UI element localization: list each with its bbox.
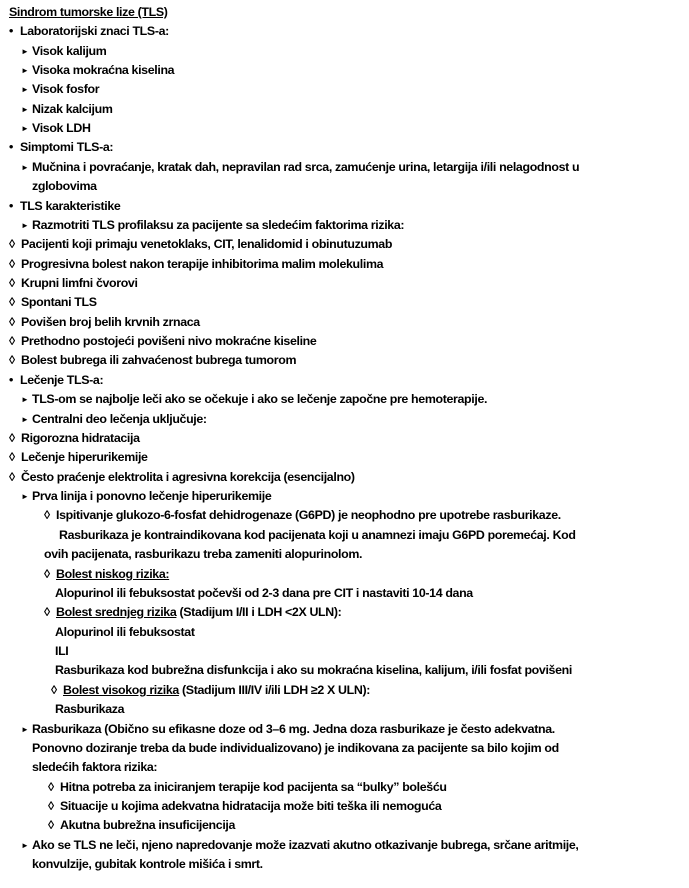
rasburicase-factor: ◊ Hitna potreba za iniciranjem terapije kod pacijenta sa “bulky” bolešću bbox=[48, 778, 447, 797]
triangle-bullet-icon: ► bbox=[21, 725, 29, 734]
document-title: Sindrom tumorske lize (TLS) bbox=[9, 5, 168, 19]
bullet-icon: • bbox=[9, 373, 13, 387]
bullet-icon: • bbox=[9, 24, 13, 38]
diamond-bullet-icon: ◊ bbox=[9, 276, 15, 290]
risk-factor-item: ◊ Prethodno postojeći povišeni nivo mokraćne kiseline bbox=[9, 332, 316, 351]
mid-risk-text: Alopurinol ili febuksostat bbox=[55, 625, 195, 639]
rasburicase-note-cont: sledećih faktora rizika: bbox=[32, 760, 158, 774]
characteristics-sub: ► Razmotriti TLS profilaksu za pacijente sa sledećim faktorima rizika: bbox=[21, 216, 404, 235]
diamond-bullet-icon: ◊ bbox=[9, 315, 15, 329]
risk-factor-item: ◊ Pacijenti koji primaju venetoklaks, CIT, lenalidomid i obinutuzumab bbox=[9, 235, 392, 254]
untreated-note: ► Ako se TLS ne leči, njeno napredovanje može izazvati akutno otkazivanje bubrega, srčane aritmije, bbox=[21, 836, 579, 855]
high-risk-label: ◊ Bolest visokog rizika (Stadijum III/IV i/ili LDH ≥2 X ULN): bbox=[51, 681, 370, 700]
triangle-bullet-icon: ► bbox=[21, 124, 29, 133]
symptoms-text-cont: zglobovima bbox=[32, 179, 97, 193]
mid-risk-text: ILI bbox=[55, 644, 69, 658]
diamond-bullet-icon: ◊ bbox=[44, 508, 50, 522]
document bbox=[0, 3, 689, 888]
diamond-bullet-icon: ◊ bbox=[9, 431, 15, 445]
symptoms-heading: • Simptomi TLS-a: bbox=[9, 138, 113, 157]
lab-item: ► Visok LDH bbox=[21, 119, 91, 138]
triangle-bullet-icon: ► bbox=[21, 415, 29, 424]
diamond-bullet-icon: ◊ bbox=[48, 799, 54, 813]
diamond-bullet-icon: ◊ bbox=[9, 450, 15, 464]
triangle-bullet-icon: ► bbox=[21, 66, 29, 75]
diamond-bullet-icon: ◊ bbox=[9, 353, 15, 367]
treatment-item: ◊ Rigorozna hidratacija bbox=[9, 429, 140, 448]
triangle-bullet-icon: ► bbox=[21, 492, 29, 501]
rasburicase-note-cont: Ponovno doziranje treba da bude individualizovano) je indikovana za pacijente sa bilo kojim od bbox=[32, 741, 559, 755]
risk-factor-item: ◊ Spontani TLS bbox=[9, 293, 97, 312]
low-risk-label: ◊ Bolest niskog rizika: bbox=[44, 565, 169, 584]
mid-risk-text: Rasburikaza kod bubrežna disfunkcija i ako su mokraćna kiselina, kalijum, i/ili fosfat povišeni bbox=[55, 663, 572, 677]
treatment-item: ◊ Lečenje hiperurikemije bbox=[9, 448, 148, 467]
first-line-heading: ► Prva linija i ponovno lečenje hiperurikemije bbox=[21, 487, 271, 506]
untreated-note-cont: konvulzije, gubitak kontrole mišića i smrt. bbox=[32, 857, 263, 871]
low-risk-text: Alopurinol ili febuksostat počevši od 2-3 dana pre CIT i nastaviti 10-14 dana bbox=[55, 586, 473, 600]
treatment-sub: ► TLS-om se najbolje leči ako se očekuje i ako se lečenje započne pre hemoterapije. bbox=[21, 390, 487, 409]
lab-item: ► Nizak kalcijum bbox=[21, 100, 113, 119]
diamond-bullet-icon: ◊ bbox=[9, 237, 15, 251]
bullet-icon: • bbox=[9, 199, 13, 213]
risk-factor-item: ◊ Progresivna bolest nakon terapije inhibitorima malim molekulima bbox=[9, 255, 383, 274]
g6pd-note-cont: ovih pacijenata, rasburikazu treba zameniti alopurinolom. bbox=[44, 547, 363, 561]
diamond-bullet-icon: ◊ bbox=[9, 257, 15, 271]
g6pd-note-cont: Rasburikaza je kontraindikovana kod pacijenata koji u anamnezi imaju G6PD poremećaj. Kod bbox=[59, 528, 576, 542]
rasburicase-factor: ◊ Situacije u kojima adekvatna hidratacija može biti teška ili nemoguća bbox=[48, 797, 441, 816]
triangle-bullet-icon: ► bbox=[21, 395, 29, 404]
diamond-bullet-icon: ◊ bbox=[44, 567, 50, 581]
lab-item: ► Visoka mokraćna kiselina bbox=[21, 61, 174, 80]
treatment-item: ◊ Često praćenje elektrolita i agresivna korekcija (esencijalno) bbox=[9, 468, 355, 487]
risk-factor-item: ◊ Krupni limfni čvorovi bbox=[9, 274, 138, 293]
lab-heading: • Laboratorijski znaci TLS-a: bbox=[9, 22, 169, 41]
diamond-bullet-icon: ◊ bbox=[48, 818, 54, 832]
diamond-bullet-icon: ◊ bbox=[9, 470, 15, 484]
g6pd-note: ◊ Ispitivanje glukozo-6-fosfat dehidrogenaze (G6PD) je neophodno pre upotrebe rasburikaze. bbox=[44, 506, 561, 525]
triangle-bullet-icon: ► bbox=[21, 47, 29, 56]
mid-risk-label: ◊ Bolest srednjeg rizika (Stadijum I/II i LDH <2X ULN): bbox=[44, 603, 341, 622]
risk-factor-item: ◊ Povišen broj belih krvnih zrnaca bbox=[9, 313, 200, 332]
treatment-heading: • Lečenje TLS-a: bbox=[9, 371, 103, 390]
diamond-bullet-icon: ◊ bbox=[9, 334, 15, 348]
characteristics-heading: • TLS karakteristike bbox=[9, 197, 120, 216]
triangle-bullet-icon: ► bbox=[21, 841, 29, 850]
diamond-bullet-icon: ◊ bbox=[9, 295, 15, 309]
diamond-bullet-icon: ◊ bbox=[48, 780, 54, 794]
triangle-bullet-icon: ► bbox=[21, 163, 29, 172]
treatment-sub: ► Centralni deo lečenja uključuje: bbox=[21, 410, 207, 429]
symptoms-text: ► Mučnina i povraćanje, kratak dah, nepravilan rad srca, zamućenje urina, letargija i/ili nelagodnost u bbox=[21, 158, 579, 177]
high-risk-text: Rasburikaza bbox=[55, 702, 125, 716]
rasburicase-factor: ◊ Akutna bubrežna insuficijencija bbox=[48, 816, 235, 835]
triangle-bullet-icon: ► bbox=[21, 221, 29, 230]
diamond-bullet-icon: ◊ bbox=[51, 683, 57, 697]
bullet-icon: • bbox=[9, 140, 13, 154]
diamond-bullet-icon: ◊ bbox=[44, 605, 50, 619]
lab-item: ► Visok kalijum bbox=[21, 42, 106, 61]
triangle-bullet-icon: ► bbox=[21, 85, 29, 94]
rasburicase-note: ► Rasburikaza (Obično su efikasne doze od 3–6 mg. Jedna doza rasburikaze je često adekvatna. bbox=[21, 720, 555, 739]
lab-item: ► Visok fosfor bbox=[21, 80, 99, 99]
triangle-bullet-icon: ► bbox=[21, 105, 29, 114]
risk-factor-item: ◊ Bolest bubrega ili zahvaćenost bubrega tumorom bbox=[9, 351, 296, 370]
